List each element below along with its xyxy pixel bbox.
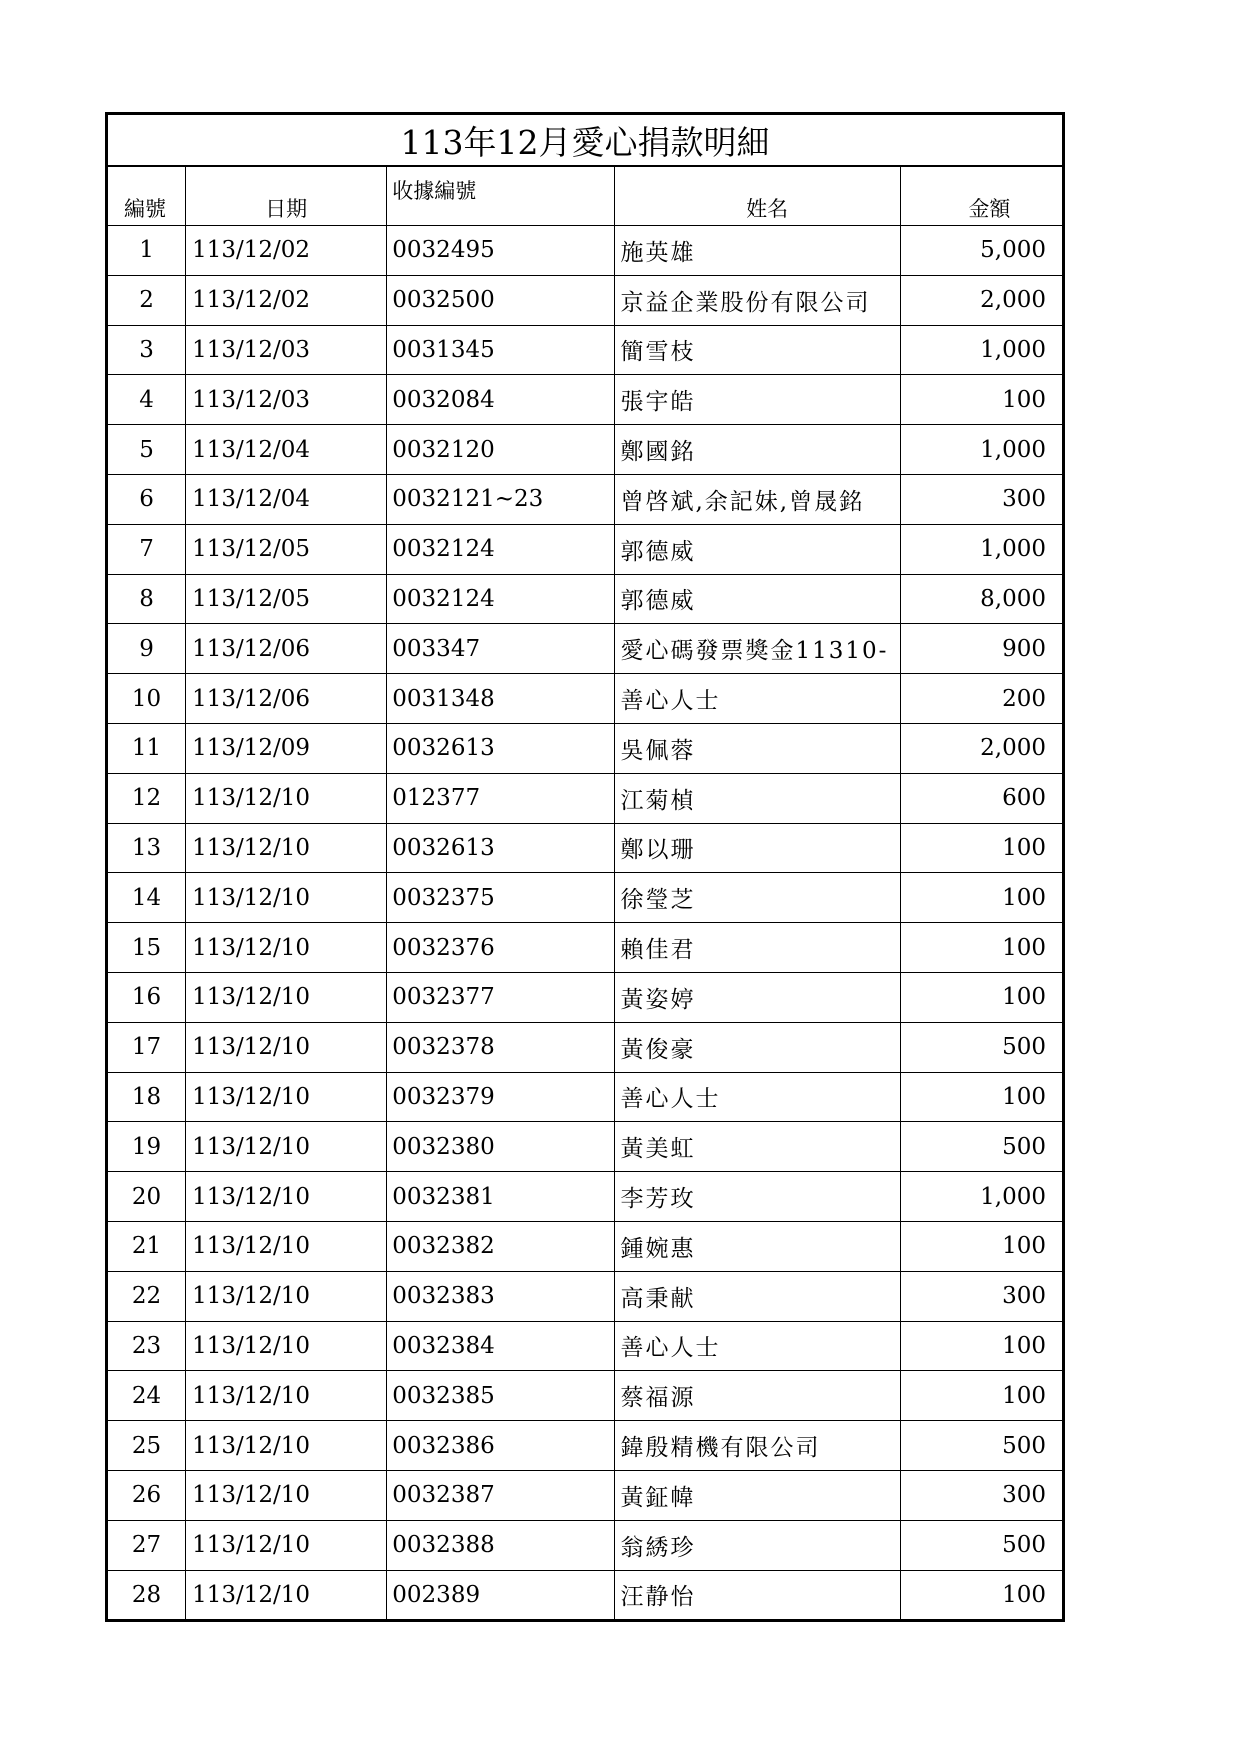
cell-no: 19 bbox=[107, 1122, 186, 1172]
cell-amount: 100 bbox=[900, 1072, 1063, 1122]
cell-no: 12 bbox=[107, 773, 186, 823]
cell-name: 郭德威 bbox=[614, 574, 900, 624]
cell-receipt: 0032084 bbox=[387, 375, 614, 425]
cell-date: 113/12/10 bbox=[186, 1122, 387, 1172]
cell-receipt: 0032387 bbox=[387, 1470, 614, 1520]
cell-amount: 2,000 bbox=[900, 275, 1063, 325]
cell-amount: 300 bbox=[900, 1271, 1063, 1321]
cell-name: 黃俊豪 bbox=[614, 1022, 900, 1072]
cell-name: 汪静怡 bbox=[614, 1570, 900, 1621]
cell-receipt: 012377 bbox=[387, 773, 614, 823]
cell-no: 26 bbox=[107, 1470, 186, 1520]
cell-receipt: 0032388 bbox=[387, 1520, 614, 1570]
table-row bbox=[107, 275, 1064, 325]
cell-receipt: 0032500 bbox=[387, 275, 614, 325]
cell-name: 郭德威 bbox=[614, 524, 900, 574]
table-row bbox=[107, 1570, 1064, 1621]
cell-amount: 1,000 bbox=[900, 425, 1063, 475]
table-row bbox=[107, 1221, 1064, 1271]
cell-amount: 500 bbox=[900, 1122, 1063, 1172]
table-row bbox=[107, 624, 1064, 674]
table-row bbox=[107, 1470, 1064, 1520]
table-row bbox=[107, 375, 1064, 425]
cell-receipt: 0032613 bbox=[387, 823, 614, 873]
cell-amount: 200 bbox=[900, 674, 1063, 724]
cell-no: 9 bbox=[107, 624, 186, 674]
cell-name: 京益企業股份有限公司 bbox=[614, 275, 900, 325]
cell-no: 15 bbox=[107, 923, 186, 973]
cell-date: 113/12/03 bbox=[186, 375, 387, 425]
cell-receipt: 0032386 bbox=[387, 1421, 614, 1471]
table-row bbox=[107, 1321, 1064, 1371]
table-row bbox=[107, 1172, 1064, 1222]
column-header-amount: 金額 bbox=[900, 166, 1063, 226]
cell-receipt: 0032121~23 bbox=[387, 474, 614, 524]
cell-date: 113/12/10 bbox=[186, 1072, 387, 1122]
cell-date: 113/12/06 bbox=[186, 674, 387, 724]
cell-name: 黃姿婷 bbox=[614, 972, 900, 1022]
table-row bbox=[107, 723, 1064, 773]
cell-no: 3 bbox=[107, 325, 186, 375]
table-row bbox=[107, 674, 1064, 724]
cell-receipt: 0032377 bbox=[387, 972, 614, 1022]
cell-no: 24 bbox=[107, 1371, 186, 1421]
cell-date: 113/12/10 bbox=[186, 1321, 387, 1371]
cell-no: 2 bbox=[107, 275, 186, 325]
cell-date: 113/12/10 bbox=[186, 1221, 387, 1271]
cell-date: 113/12/05 bbox=[186, 574, 387, 624]
cell-name: 黃鉦幃 bbox=[614, 1470, 900, 1520]
cell-no: 22 bbox=[107, 1271, 186, 1321]
cell-name: 李芳玫 bbox=[614, 1172, 900, 1222]
cell-amount: 100 bbox=[900, 1570, 1063, 1621]
table-row bbox=[107, 226, 1064, 276]
cell-no: 25 bbox=[107, 1421, 186, 1471]
cell-no: 4 bbox=[107, 375, 186, 425]
cell-amount: 100 bbox=[900, 972, 1063, 1022]
cell-receipt: 0032381 bbox=[387, 1172, 614, 1222]
cell-no: 20 bbox=[107, 1172, 186, 1222]
cell-no: 27 bbox=[107, 1520, 186, 1570]
cell-no: 17 bbox=[107, 1022, 186, 1072]
cell-receipt: 0032120 bbox=[387, 425, 614, 475]
table-row bbox=[107, 823, 1064, 873]
column-header-date: 日期 bbox=[186, 166, 387, 226]
table-row bbox=[107, 574, 1064, 624]
cell-no: 21 bbox=[107, 1221, 186, 1271]
cell-no: 5 bbox=[107, 425, 186, 475]
cell-amount: 5,000 bbox=[900, 226, 1063, 276]
table-body bbox=[107, 226, 1064, 1621]
cell-date: 113/12/09 bbox=[186, 723, 387, 773]
cell-amount: 900 bbox=[900, 624, 1063, 674]
cell-amount: 500 bbox=[900, 1022, 1063, 1072]
cell-name: 鍾婉惠 bbox=[614, 1221, 900, 1271]
cell-date: 113/12/10 bbox=[186, 923, 387, 973]
cell-amount: 100 bbox=[900, 375, 1063, 425]
cell-date: 113/12/10 bbox=[186, 1570, 387, 1621]
cell-date: 113/12/06 bbox=[186, 624, 387, 674]
cell-date: 113/12/02 bbox=[186, 275, 387, 325]
table-row bbox=[107, 425, 1064, 475]
cell-name: 鍏殷精機有限公司 bbox=[614, 1421, 900, 1471]
cell-name: 黃美虹 bbox=[614, 1122, 900, 1172]
cell-name: 徐瑩芝 bbox=[614, 873, 900, 923]
cell-receipt: 0032495 bbox=[387, 226, 614, 276]
cell-amount: 1,000 bbox=[900, 1172, 1063, 1222]
cell-name: 江菊楨 bbox=[614, 773, 900, 823]
cell-name: 簡雪枝 bbox=[614, 325, 900, 375]
cell-name: 賴佳君 bbox=[614, 923, 900, 973]
table-row bbox=[107, 325, 1064, 375]
cell-name: 施英雄 bbox=[614, 226, 900, 276]
cell-no: 1 bbox=[107, 226, 186, 276]
cell-name: 高秉献 bbox=[614, 1271, 900, 1321]
cell-name: 鄭國銘 bbox=[614, 425, 900, 475]
cell-no: 8 bbox=[107, 574, 186, 624]
cell-amount: 100 bbox=[900, 873, 1063, 923]
cell-name: 翁綉珍 bbox=[614, 1520, 900, 1570]
table-row bbox=[107, 773, 1064, 823]
cell-name: 善心人士 bbox=[614, 1072, 900, 1122]
cell-no: 6 bbox=[107, 474, 186, 524]
cell-date: 113/12/10 bbox=[186, 773, 387, 823]
cell-no: 13 bbox=[107, 823, 186, 873]
cell-receipt: 0031345 bbox=[387, 325, 614, 375]
cell-receipt: 0032384 bbox=[387, 1321, 614, 1371]
cell-amount: 1,000 bbox=[900, 325, 1063, 375]
cell-no: 7 bbox=[107, 524, 186, 574]
table-row bbox=[107, 474, 1064, 524]
cell-date: 113/12/10 bbox=[186, 1022, 387, 1072]
cell-receipt: 0032380 bbox=[387, 1122, 614, 1172]
cell-no: 23 bbox=[107, 1321, 186, 1371]
table-row bbox=[107, 972, 1064, 1022]
cell-date: 113/12/10 bbox=[186, 1470, 387, 1520]
cell-date: 113/12/10 bbox=[186, 873, 387, 923]
cell-amount: 2,000 bbox=[900, 723, 1063, 773]
cell-amount: 300 bbox=[900, 1470, 1063, 1520]
cell-no: 10 bbox=[107, 674, 186, 724]
table-row bbox=[107, 1371, 1064, 1421]
cell-amount: 500 bbox=[900, 1421, 1063, 1471]
cell-amount: 100 bbox=[900, 1321, 1063, 1371]
cell-date: 113/12/10 bbox=[186, 1172, 387, 1222]
header-row bbox=[107, 166, 1064, 226]
cell-amount: 100 bbox=[900, 823, 1063, 873]
cell-name: 吳佩蓉 bbox=[614, 723, 900, 773]
cell-name: 愛心碼發票獎金11310- bbox=[614, 624, 900, 674]
cell-name: 善心人士 bbox=[614, 674, 900, 724]
cell-name: 鄭以珊 bbox=[614, 823, 900, 873]
cell-name: 善心人士 bbox=[614, 1321, 900, 1371]
cell-amount: 600 bbox=[900, 773, 1063, 823]
cell-date: 113/12/10 bbox=[186, 1371, 387, 1421]
cell-amount: 1,000 bbox=[900, 524, 1063, 574]
cell-amount: 300 bbox=[900, 474, 1063, 524]
cell-receipt: 0032379 bbox=[387, 1072, 614, 1122]
cell-name: 曾啓斌,余記妹,曾晟銘 bbox=[614, 474, 900, 524]
table-row bbox=[107, 923, 1064, 973]
cell-receipt: 0032378 bbox=[387, 1022, 614, 1072]
cell-receipt: 0032124 bbox=[387, 574, 614, 624]
cell-amount: 100 bbox=[900, 1371, 1063, 1421]
cell-no: 11 bbox=[107, 723, 186, 773]
cell-amount: 100 bbox=[900, 923, 1063, 973]
cell-no: 14 bbox=[107, 873, 186, 923]
cell-no: 18 bbox=[107, 1072, 186, 1122]
table-row bbox=[107, 1072, 1064, 1122]
cell-amount: 8,000 bbox=[900, 574, 1063, 624]
table-row bbox=[107, 1122, 1064, 1172]
cell-name: 蔡福源 bbox=[614, 1371, 900, 1421]
cell-amount: 100 bbox=[900, 1221, 1063, 1271]
cell-no: 28 bbox=[107, 1570, 186, 1621]
cell-date: 113/12/03 bbox=[186, 325, 387, 375]
table-row bbox=[107, 1421, 1064, 1471]
cell-receipt: 0032124 bbox=[387, 524, 614, 574]
cell-receipt: 0032383 bbox=[387, 1271, 614, 1321]
cell-date: 113/12/10 bbox=[186, 1271, 387, 1321]
cell-date: 113/12/10 bbox=[186, 823, 387, 873]
column-header-receipt: 收據編號 bbox=[387, 166, 614, 226]
table-row bbox=[107, 873, 1064, 923]
cell-receipt: 003347 bbox=[387, 624, 614, 674]
cell-receipt: 0032613 bbox=[387, 723, 614, 773]
cell-date: 113/12/04 bbox=[186, 425, 387, 475]
donation-table bbox=[105, 112, 1065, 1622]
cell-receipt: 0032376 bbox=[387, 923, 614, 973]
cell-receipt: 0032382 bbox=[387, 1221, 614, 1271]
cell-name: 張宇皓 bbox=[614, 375, 900, 425]
cell-amount: 500 bbox=[900, 1520, 1063, 1570]
cell-no: 16 bbox=[107, 972, 186, 1022]
cell-receipt: 0031348 bbox=[387, 674, 614, 724]
cell-receipt: 002389 bbox=[387, 1570, 614, 1621]
cell-date: 113/12/10 bbox=[186, 1421, 387, 1471]
table-row bbox=[107, 524, 1064, 574]
cell-date: 113/12/05 bbox=[186, 524, 387, 574]
table-row bbox=[107, 1271, 1064, 1321]
column-header-name: 姓名 bbox=[614, 166, 900, 226]
table-title: 113年12月愛心捐款明細 bbox=[107, 114, 1064, 167]
cell-date: 113/12/10 bbox=[186, 972, 387, 1022]
table-row bbox=[107, 1520, 1064, 1570]
cell-date: 113/12/02 bbox=[186, 226, 387, 276]
cell-receipt: 0032385 bbox=[387, 1371, 614, 1421]
cell-date: 113/12/10 bbox=[186, 1520, 387, 1570]
column-header-no: 編號 bbox=[107, 166, 186, 226]
cell-receipt: 0032375 bbox=[387, 873, 614, 923]
cell-date: 113/12/04 bbox=[186, 474, 387, 524]
table-row bbox=[107, 1022, 1064, 1072]
